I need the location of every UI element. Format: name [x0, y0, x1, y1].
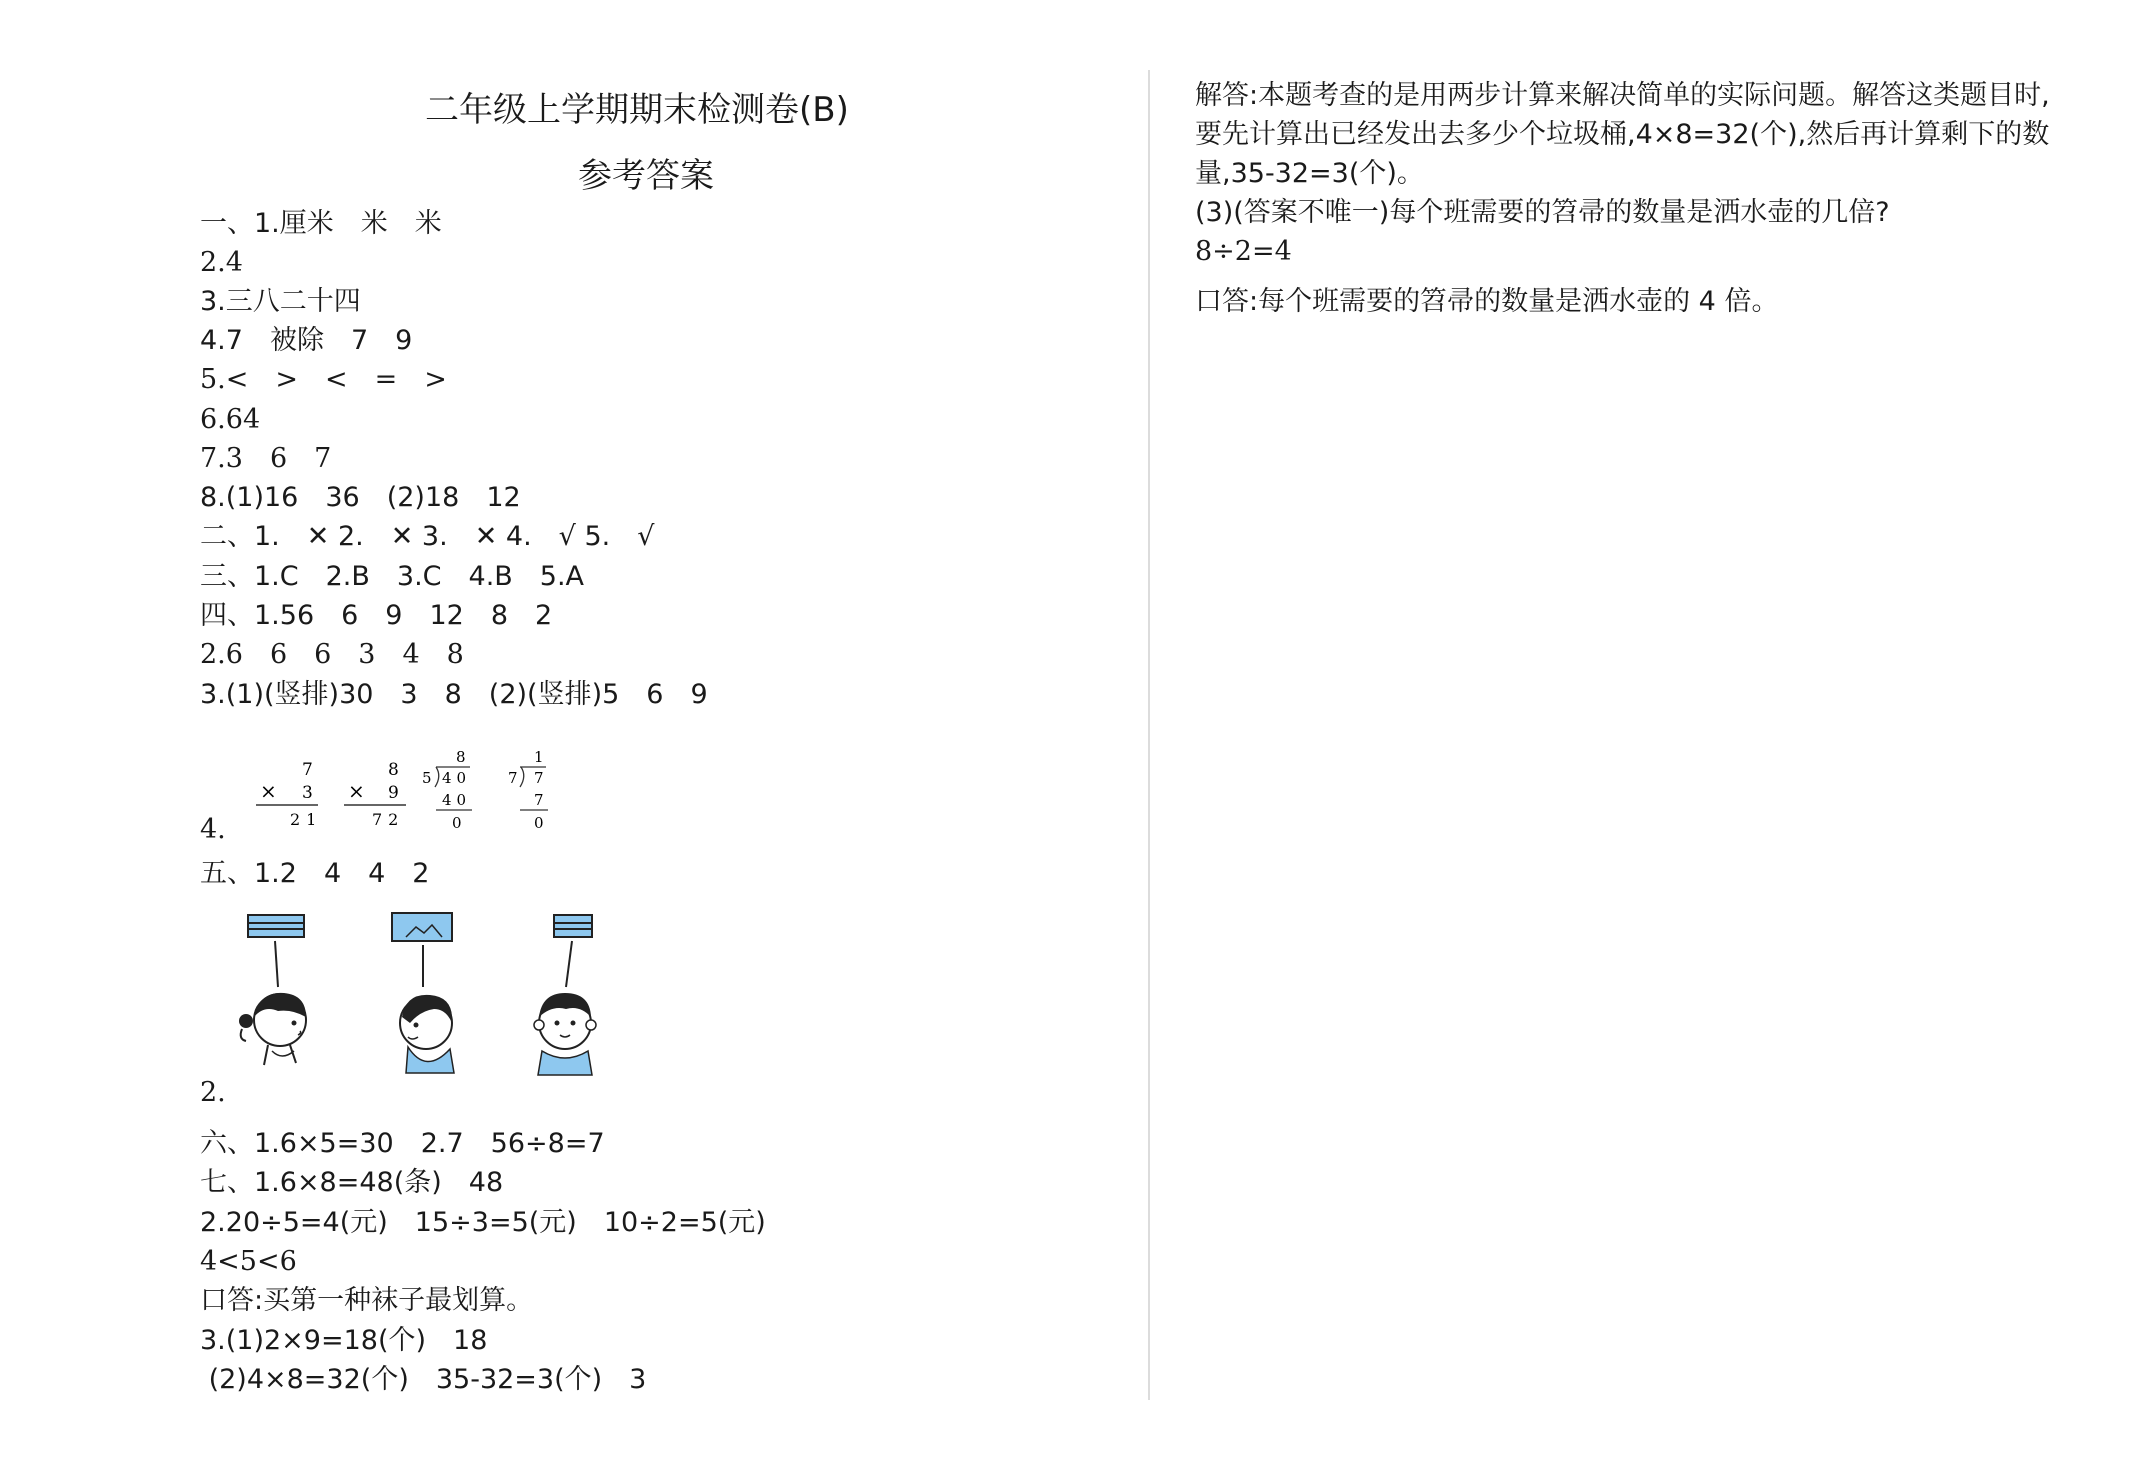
- div1-quotient: 8: [456, 748, 466, 766]
- explanation-line-1: 解答:本题考查的是用两步计算来解决简单的实际问题。解答这类题目时,: [1195, 80, 2050, 111]
- div2-divisor: 7: [508, 769, 518, 787]
- boy-front-icon: [534, 993, 596, 1075]
- right-column: [1195, 0, 2095, 1475]
- mul2-result: 72: [372, 810, 405, 829]
- answer-section-4-3: 3.(1)(竖排)30 3 8 (2)(竖排)5 6 9: [200, 679, 708, 710]
- question-3-3-oral: 口答:每个班需要的笤帚的数量是洒水壶的 4 倍。: [1195, 286, 1779, 317]
- view-card-front: [554, 915, 592, 987]
- view-card-top: [392, 913, 452, 987]
- boy-side-icon: [400, 995, 454, 1073]
- mul1-top: 7: [302, 760, 313, 780]
- answer-section-5-2-label: 2.: [200, 1077, 226, 1108]
- left-column: [200, 0, 1140, 1475]
- answer-section-7-1: 七、1.6×8=48(条) 48: [200, 1167, 504, 1198]
- multiplication-7x3: [256, 760, 322, 829]
- explanation-line-2: 要先计算出已经发出去多少个垃圾桶,4×8=32(个),然后再计算剩下的数: [1195, 119, 2050, 150]
- page-title: 二年级上学期期末检测卷(B): [425, 90, 849, 130]
- answer-section-7-2-oral: 口答:买第一种袜子最划算。: [200, 1285, 534, 1316]
- page-subtitle: 参考答案: [578, 156, 714, 196]
- answer-line-1-8: 8.(1)16 36 (2)18 12: [200, 482, 521, 513]
- mul2-op: ×: [348, 779, 365, 803]
- answer-section-5-1: 五、1.2 4 4 2: [200, 858, 430, 889]
- answer-section-6: 六、1.6×5=30 2.7 56÷8=7: [200, 1128, 605, 1159]
- mul1-op: ×: [260, 779, 277, 803]
- mul1-result: 21: [290, 810, 323, 829]
- answer-line-1-3: 3.三八二十四: [200, 286, 361, 317]
- answer-line-1-6: 6.64: [200, 404, 261, 435]
- question-3-3: (3)(答案不唯一)每个班需要的笤帚的数量是洒水壶的几倍?: [1195, 197, 1890, 228]
- answer-section-4-2: 2.6 6 6 3 4 8: [200, 639, 464, 670]
- answer-section-2: 二、1. ✕ 2. ✕ 3. ✕ 4. √ 5. √: [200, 521, 655, 552]
- view-card-side: [248, 915, 304, 987]
- answer-section-3: 三、1.C 2.B 3.C 4.B 5.A: [200, 561, 585, 592]
- div2-quotient: 1: [534, 748, 544, 766]
- div1-dividend: 40: [442, 769, 472, 787]
- mul1-second: 3: [302, 783, 313, 803]
- mul2-top: 8: [388, 760, 399, 780]
- answer-line-1-5: 5.< > < = >: [200, 364, 447, 395]
- answer-line-1-7: 7.3 6 7: [200, 443, 332, 474]
- div2-remainder: 0: [534, 814, 544, 832]
- division-7-by-7: [508, 748, 548, 832]
- multiplication-8x9: [344, 760, 406, 829]
- answer-line-1-4: 4.7 被除 7 9: [200, 325, 413, 356]
- answer-section-7-3-1: 3.(1)2×9=18(个) 18: [200, 1325, 488, 1356]
- question-3-3-calc: 8÷2=4: [1195, 236, 1292, 267]
- q4-label: 4.: [200, 814, 226, 845]
- vertical-calculations: [230, 745, 730, 845]
- div2-dividend: 7: [534, 769, 544, 787]
- answer-line-1-1: 一、1.厘米 米 米: [200, 208, 442, 239]
- answer-line-1-2: 2.4: [200, 247, 243, 278]
- answer-section-7-2-compare: 4<5<6: [200, 1246, 297, 1277]
- div1-product: 40: [442, 791, 472, 809]
- explanation-line-3: 量,35-32=3(个)。: [1195, 158, 1424, 189]
- answer-section-7-2: 2.20÷5=4(元) 15÷3=5(元) 10÷2=5(元): [200, 1207, 766, 1238]
- div1-divisor: 5: [422, 769, 432, 787]
- division-40-by-5: [422, 748, 472, 832]
- answer-section-4-1: 四、1.56 6 9 12 8 2: [200, 600, 553, 631]
- column-divider: [1148, 70, 1150, 1400]
- answer-section-7-3-2: (2)4×8=32(个) 35-32=3(个) 3: [200, 1364, 647, 1395]
- observation-illustration: [220, 905, 640, 1095]
- girl-icon: [239, 993, 306, 1065]
- mul2-second: 9: [388, 783, 399, 803]
- div1-remainder: 0: [452, 814, 462, 832]
- div2-product: 7: [534, 791, 544, 809]
